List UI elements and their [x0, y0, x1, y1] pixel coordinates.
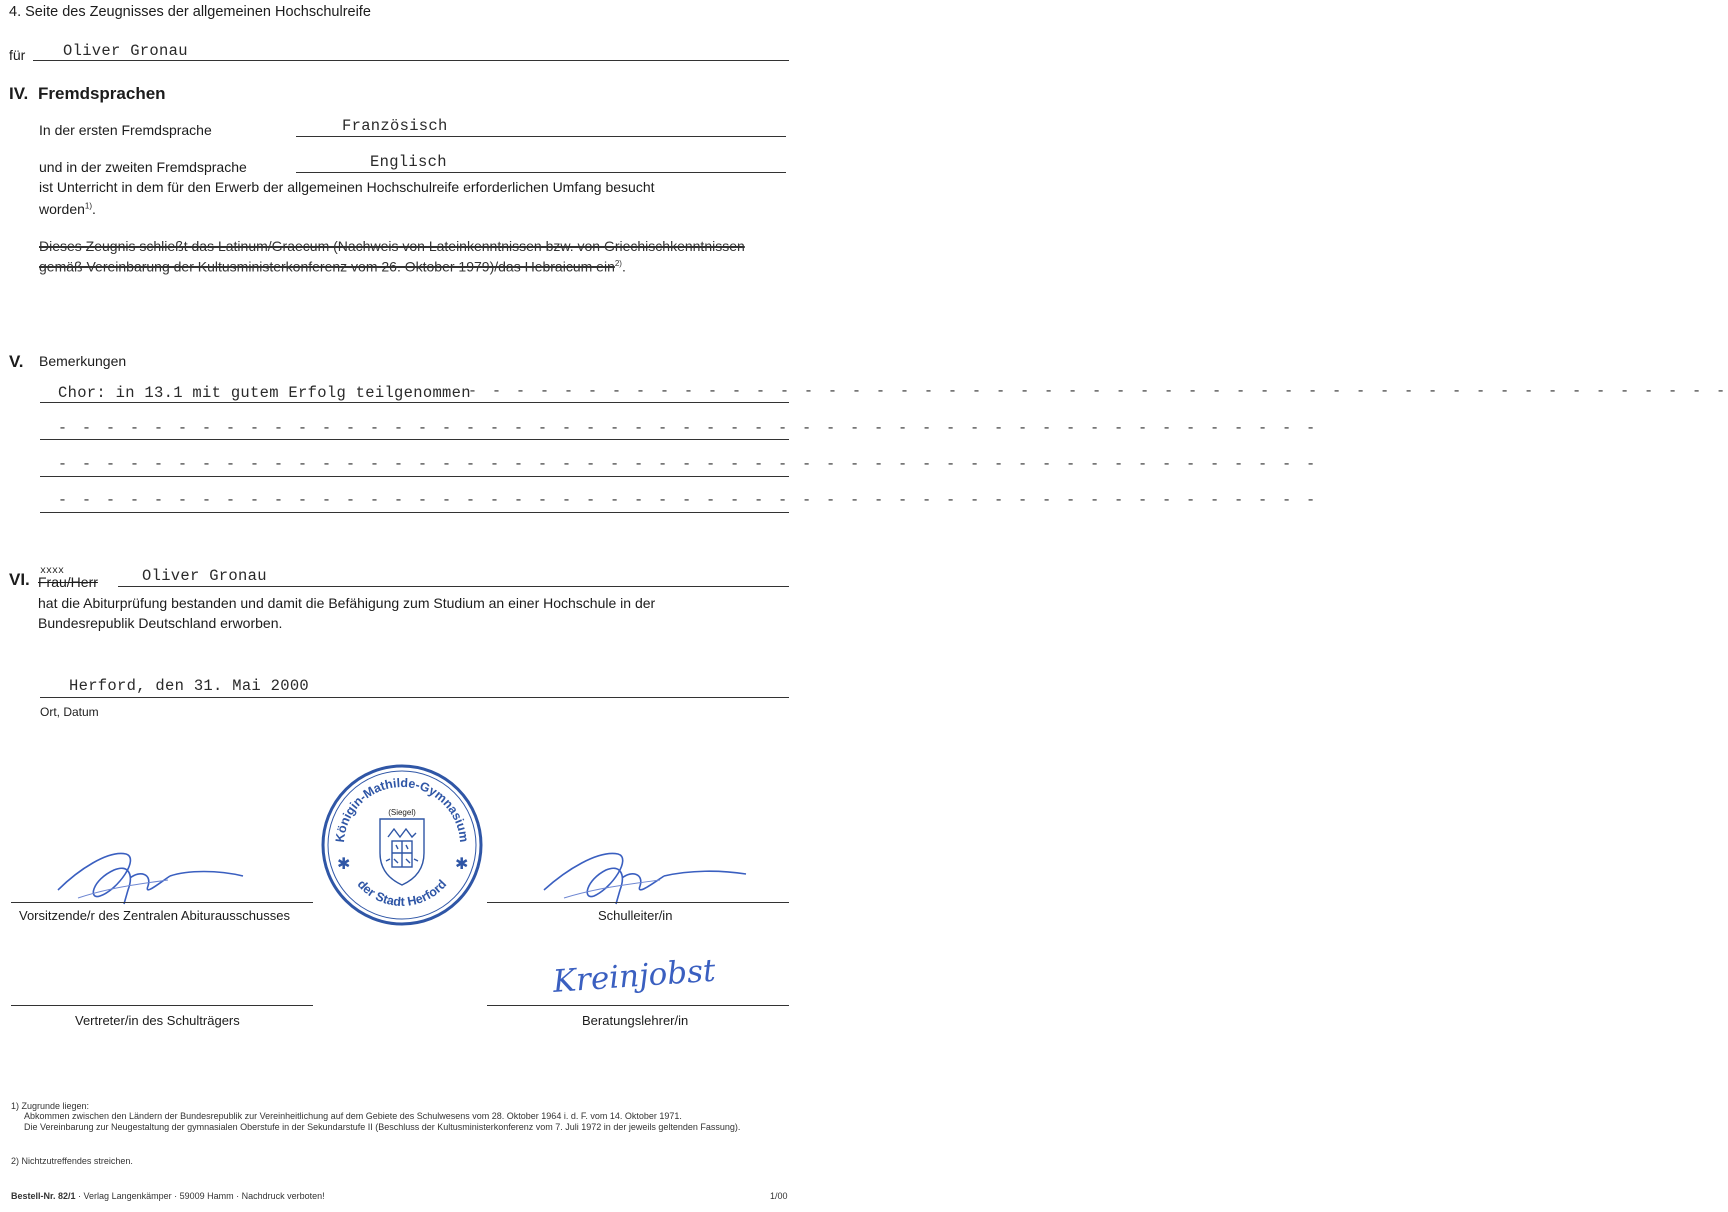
- order-info: [11, 1191, 325, 1201]
- remark-dash-fill-2: - - - - - - - - - - - - - - - - - - - - - - - - - - - - - - - - - - - - - - - - - - - - - - - - - - - - -: [58, 420, 1319, 437]
- authority-signature-line: [11, 1005, 313, 1006]
- remark-dash-fill-4: - - - - - - - - - - - - - - - - - - - - - - - - - - - - - - - - - - - - - - - - - - - - - - - - - - - - -: [58, 492, 1319, 509]
- publisher-info: · Verlag Langenkämper · 59009 Hamm · Nachdruck verboten!: [75, 1191, 325, 1201]
- remark-underline-2: [40, 439, 789, 440]
- head-signature-line: [487, 902, 789, 903]
- footnote-1-text-a: Abkommen zwischen den Ländern der Bundesrepublik zur Vereinheitlichung auf dem Gebiete des Schulwesens vom 28. Oktober 1964 i. d. F. vom 14. Oktober 1971.: [24, 1111, 682, 1121]
- first-language-value: Französisch: [342, 117, 448, 135]
- remark-line-1: Chor: in 13.1 mit gutem Erfolg teilgenommen: [58, 384, 471, 402]
- remark-underline-3: [40, 476, 789, 477]
- graduate-name-underline: [118, 586, 789, 587]
- name-underline: [33, 60, 789, 61]
- fuer-label: für: [9, 47, 26, 63]
- footnote-1-label: 1) Zugrunde liegen:: [11, 1101, 90, 1111]
- form-version: 1/00: [770, 1191, 788, 1201]
- advisor-label: Beratungslehrer/in: [582, 1013, 689, 1028]
- seal-center-label: (Siegel): [388, 808, 416, 817]
- remark-dash-fill-1: - - - - - - - - - - - - - - - - - - - - - - - - - - - - - - - - - - - - - - - - - - - - - - - - - - - - -: [468, 383, 1728, 400]
- remark-dash-fill-3: - - - - - - - - - - - - - - - - - - - - - - - - - - - - - - - - - - - - - - - - - - - - - - - - - - - - -: [58, 456, 1319, 473]
- section-iv-number: IV.: [9, 84, 29, 103]
- second-language-value: Englisch: [370, 153, 447, 171]
- place-date-underline: [40, 697, 789, 698]
- seal-star-left-icon: ✱: [337, 854, 351, 873]
- place-date-value: Herford, den 31. Mai 2000: [69, 677, 310, 695]
- second-language-underline: [296, 172, 786, 173]
- first-language-underline: [296, 136, 786, 137]
- page-header: 4. Seite des Zeugnisses der allgemeinen Hochschulreife: [9, 4, 371, 20]
- footnote-2: 2) Nichtzutreffendes streichen.: [11, 1156, 133, 1166]
- order-number: Bestell-Nr. 82/1: [11, 1191, 76, 1201]
- student-name: Oliver Gronau: [63, 42, 188, 60]
- section-vi-number: VI.: [9, 570, 30, 589]
- result-text-line1: hat die Abiturprüfung bestanden und damit die Befähigung zum Studium an einer Hochschule in der: [38, 595, 656, 611]
- chair-signature: [48, 840, 248, 910]
- result-text-line2: Bundesrepublik Deutschland erworben.: [38, 615, 283, 631]
- seal-coat-of-arms-icon: [380, 819, 424, 885]
- attendance-text-line2: worden$^{1)}$.: [39, 201, 96, 217]
- seal-top-text: Königin-Mathilde-Gymnasium: [332, 775, 472, 844]
- footnote-1-text-b: Die Vereinbarung zur Neugestaltung der gymnasialen Oberstufe in der Sekundarstufe II (Beschluss der Kultusministerkonferenz vom 7. Juli 1972 in der jeweils geltenden Fassung).: [24, 1122, 741, 1132]
- attendance-text-line1: ist Unterricht in dem für den Erwerb der allgemeinen Hochschulreife erforderlichen Umfang besucht: [39, 179, 655, 195]
- advisor-signature-line: [487, 1005, 789, 1006]
- section-v-title: Bemerkungen: [39, 353, 127, 369]
- place-date-label: Ort, Datum: [40, 705, 99, 719]
- advisor-signature: Kreinjobst: [551, 952, 717, 1000]
- head-signature: [540, 840, 750, 910]
- remark-underline-1: [40, 402, 789, 403]
- authority-label: Vertreter/in des Schulträgers: [75, 1013, 240, 1028]
- section-iv-title: Fremdsprachen: [38, 84, 166, 103]
- salutation-label: Frau/Herr: [38, 574, 98, 590]
- graduate-name: Oliver Gronau: [142, 567, 267, 585]
- seal-star-right-icon: ✱: [455, 854, 469, 873]
- xxxx-overtype: xxxx: [40, 566, 65, 577]
- remark-underline-4: [40, 512, 789, 513]
- school-seal: [320, 763, 484, 927]
- seal-bottom-text: der Stadt Herford: [354, 877, 450, 909]
- chair-signature-line: [11, 902, 313, 903]
- struck-latinum-clause: Dieses Zeugnis schließt das Latinum/Graecum (Nachweis von Lateinkenntnissen bzw. von Griechischkenntnissen gemäß Vereinbarung der Kultusministerkonferenz vom 26. Oktober 1979)/das Hebraicum ein$^{2)}$.: [39, 238, 745, 275]
- second-language-label: und in der zweiten Fremdsprache: [39, 159, 247, 175]
- first-language-label: In der ersten Fremdsprache: [39, 122, 212, 138]
- head-label: Schulleiter/in: [598, 908, 673, 923]
- section-v-number: V.: [9, 352, 24, 371]
- chair-label: Vorsitzende/r des Zentralen Abiturausschusses: [19, 908, 290, 923]
